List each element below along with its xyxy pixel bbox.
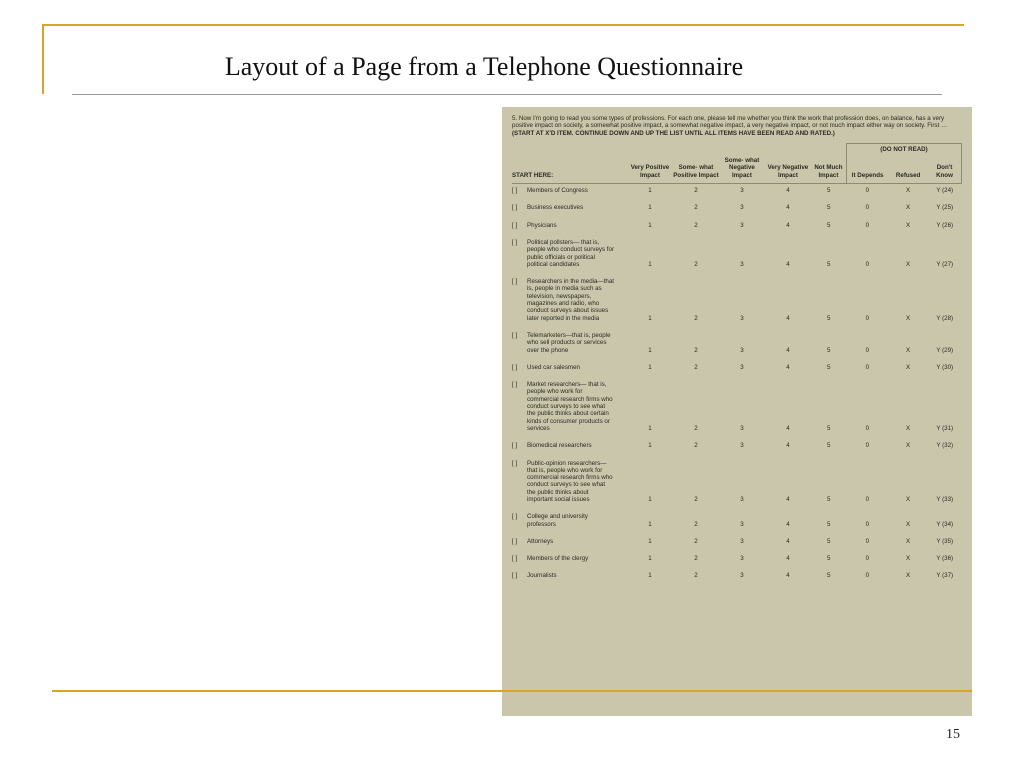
table-row bbox=[512, 378, 962, 439]
response-code: 1 bbox=[648, 346, 652, 354]
response-code: 1 bbox=[648, 221, 652, 229]
response-code: 0 bbox=[865, 314, 870, 322]
response-code: 5 bbox=[826, 495, 831, 503]
it-depends-header: It Depends bbox=[846, 157, 888, 183]
response-code: 2 bbox=[694, 520, 698, 528]
response-code: 4 bbox=[786, 520, 790, 528]
response-code: X bbox=[906, 555, 911, 563]
response-code: X bbox=[906, 221, 911, 229]
table-row bbox=[512, 361, 962, 378]
response-code: 4 bbox=[786, 572, 790, 580]
response-code: X bbox=[906, 537, 911, 545]
response-code: 1 bbox=[648, 204, 652, 212]
item-label: Members of Congress bbox=[527, 187, 588, 195]
response-code: 4 bbox=[786, 260, 790, 268]
response-code: 4 bbox=[786, 495, 790, 503]
response-code: 1 bbox=[648, 314, 652, 322]
dont-know-code: Y (26) bbox=[936, 221, 954, 229]
response-code: 5 bbox=[826, 346, 831, 354]
response-code: 0 bbox=[865, 572, 870, 580]
table-row bbox=[512, 552, 962, 569]
dont-know-code: Y (36) bbox=[936, 555, 954, 563]
table-row bbox=[512, 329, 962, 361]
response-code: 4 bbox=[786, 424, 790, 432]
response-code: 3 bbox=[740, 572, 744, 580]
response-code: 3 bbox=[740, 555, 744, 563]
response-code: 0 bbox=[865, 187, 870, 195]
question-text bbox=[512, 115, 962, 137]
response-code: 0 bbox=[865, 424, 870, 432]
table-row bbox=[512, 439, 962, 456]
response-code: 3 bbox=[740, 346, 744, 354]
item-label: Journalists bbox=[527, 572, 557, 580]
checkbox-marker: [ ] bbox=[512, 459, 518, 467]
response-code: 0 bbox=[865, 520, 870, 528]
response-code: 3 bbox=[740, 187, 744, 195]
response-code: 2 bbox=[694, 187, 698, 195]
checkbox-marker: [ ] bbox=[512, 331, 518, 339]
dont-know-code: Y (27) bbox=[936, 260, 954, 268]
response-code: 5 bbox=[826, 204, 831, 212]
response-code: X bbox=[906, 495, 911, 503]
table-row bbox=[512, 535, 962, 552]
response-code: 5 bbox=[826, 555, 831, 563]
do-not-read-label: (DO NOT READ) bbox=[846, 143, 961, 157]
response-code: 5 bbox=[826, 260, 831, 268]
dont-know-code: Y (25) bbox=[936, 204, 954, 212]
response-code: 5 bbox=[826, 424, 831, 432]
checkbox-marker: [ ] bbox=[512, 238, 518, 246]
table-row bbox=[512, 457, 962, 511]
item-label: Public-opinion researchers—that is, people who work for commercial research firms who conduct surveys to see what the public thinks about important social issues bbox=[527, 459, 613, 503]
response-code: 1 bbox=[648, 520, 652, 528]
not-much-impact-header: Not Much Impact bbox=[811, 157, 847, 183]
response-code: 1 bbox=[648, 424, 652, 432]
response-code: 0 bbox=[865, 260, 870, 268]
item-label: College and university professors bbox=[527, 513, 588, 528]
item-cell bbox=[512, 184, 627, 202]
somewhat-positive-header: Some- what Positive Impact bbox=[673, 157, 719, 183]
response-code: 5 bbox=[826, 187, 831, 195]
response-code: X bbox=[906, 363, 911, 371]
response-code: X bbox=[906, 572, 911, 580]
response-code: 3 bbox=[740, 537, 744, 545]
dont-know-header: Don't Know bbox=[928, 157, 962, 183]
checkbox-marker: [ ] bbox=[512, 513, 518, 521]
response-code: X bbox=[906, 346, 911, 354]
response-code: 0 bbox=[865, 204, 870, 212]
refused-header: Refused bbox=[888, 157, 928, 183]
response-code: X bbox=[906, 204, 911, 212]
response-code: 5 bbox=[826, 537, 831, 545]
response-code: 1 bbox=[648, 260, 652, 268]
response-code: 4 bbox=[786, 204, 790, 212]
response-code: 2 bbox=[694, 495, 698, 503]
table-row bbox=[512, 184, 962, 202]
response-code: 1 bbox=[648, 555, 652, 563]
checkbox-marker: [ ] bbox=[512, 381, 518, 389]
item-cell bbox=[512, 569, 627, 586]
item-cell bbox=[512, 378, 627, 439]
item-label: Physicians bbox=[527, 221, 557, 229]
response-code: 0 bbox=[865, 346, 870, 354]
response-code: 0 bbox=[865, 221, 870, 229]
item-cell bbox=[512, 275, 627, 329]
response-code: 2 bbox=[694, 363, 698, 371]
response-code: 4 bbox=[786, 346, 790, 354]
dont-know-code: Y (32) bbox=[936, 442, 954, 450]
response-code: 1 bbox=[648, 363, 652, 371]
checkbox-marker: [ ] bbox=[512, 187, 518, 195]
item-label: Members of the clergy bbox=[527, 555, 589, 563]
response-code: 0 bbox=[865, 363, 870, 371]
item-cell bbox=[512, 510, 627, 535]
dont-know-code: Y (29) bbox=[936, 346, 954, 354]
response-code: X bbox=[906, 260, 911, 268]
table-row bbox=[512, 236, 962, 275]
response-code: 3 bbox=[740, 442, 744, 450]
somewhat-negative-header: Some- what Negative Impact bbox=[719, 157, 765, 183]
table-row bbox=[512, 219, 962, 236]
response-code: 5 bbox=[826, 520, 831, 528]
item-label: Market researchers— that is, people who work for commercial research firms who conduct surveys to see what the public thinks about certain kinds of consumer products or services bbox=[527, 381, 613, 432]
response-code: 3 bbox=[740, 314, 744, 322]
response-code: 0 bbox=[865, 495, 870, 503]
checkbox-marker: [ ] bbox=[512, 363, 518, 371]
response-code: 5 bbox=[826, 442, 831, 450]
title-divider bbox=[72, 94, 942, 95]
checkbox-marker: [ ] bbox=[512, 555, 518, 563]
response-code: 0 bbox=[865, 555, 870, 563]
dont-know-code: Y (28) bbox=[936, 314, 954, 322]
response-code: 5 bbox=[826, 221, 831, 229]
response-code: 3 bbox=[740, 260, 744, 268]
response-code: 4 bbox=[786, 555, 790, 563]
item-cell bbox=[512, 219, 627, 236]
item-label: Business executives bbox=[527, 204, 584, 212]
item-label: Biomedical researchers bbox=[527, 442, 592, 450]
response-code: 4 bbox=[786, 537, 790, 545]
response-code: 4 bbox=[786, 314, 790, 322]
response-code: 3 bbox=[740, 204, 744, 212]
item-cell bbox=[512, 329, 627, 361]
response-code: 5 bbox=[826, 363, 831, 371]
response-code: 4 bbox=[786, 442, 790, 450]
response-code: X bbox=[906, 424, 911, 432]
item-label: Telemarketers—that is, people who sell products or services over the phone bbox=[527, 331, 611, 354]
item-cell bbox=[512, 439, 627, 456]
response-code: 3 bbox=[740, 495, 744, 503]
response-code: 3 bbox=[740, 520, 744, 528]
response-code: 1 bbox=[648, 537, 652, 545]
response-code: 2 bbox=[694, 424, 698, 432]
table-row bbox=[512, 275, 962, 329]
response-code: 2 bbox=[694, 537, 698, 545]
response-code: 2 bbox=[694, 204, 698, 212]
response-code: X bbox=[906, 520, 911, 528]
checkbox-marker: [ ] bbox=[512, 572, 518, 580]
response-grid bbox=[512, 143, 962, 587]
checkbox-marker: [ ] bbox=[512, 221, 518, 229]
response-code: 3 bbox=[740, 221, 744, 229]
item-label: Attorneys bbox=[527, 537, 554, 545]
start-here-header: START HERE: bbox=[512, 157, 627, 183]
dont-know-code: Y (24) bbox=[936, 187, 954, 195]
dont-know-code: Y (34) bbox=[936, 520, 954, 528]
dont-know-code: Y (30) bbox=[936, 363, 954, 371]
checkbox-marker: [ ] bbox=[512, 204, 518, 212]
page-number: 15 bbox=[946, 727, 960, 742]
response-code: 2 bbox=[694, 314, 698, 322]
response-code: 2 bbox=[694, 346, 698, 354]
response-code: 2 bbox=[694, 221, 698, 229]
response-code: 1 bbox=[648, 495, 652, 503]
response-code: 3 bbox=[740, 424, 744, 432]
response-code: 1 bbox=[648, 442, 652, 450]
table-row bbox=[512, 510, 962, 535]
top-accent-line bbox=[42, 24, 964, 26]
item-cell bbox=[512, 552, 627, 569]
response-code: 1 bbox=[648, 572, 652, 580]
response-code: 5 bbox=[826, 572, 831, 580]
slide-title: Layout of a Page from a Telephone Questionnaire bbox=[224, 52, 744, 81]
response-code: 0 bbox=[865, 442, 870, 450]
table-row bbox=[512, 569, 962, 586]
item-cell bbox=[512, 361, 627, 378]
questionnaire-page-image bbox=[502, 107, 972, 716]
bottom-accent-line bbox=[52, 690, 972, 692]
response-code: 0 bbox=[865, 537, 870, 545]
table-row bbox=[512, 201, 962, 218]
very-negative-header: Very Negative Impact bbox=[765, 157, 811, 183]
item-cell bbox=[512, 236, 627, 275]
response-grid-body bbox=[512, 184, 962, 587]
response-code: 2 bbox=[694, 572, 698, 580]
response-code: 4 bbox=[786, 363, 790, 371]
question-prompt: 5. Now I'm going to read you some types of professions. For each one, please tell me whether you think the work that profession does, on balance, has a very positive impact on society, a somewhat positive impact, a somewhat negative impact, a very negative impact, or not much impact either way on society. First … bbox=[512, 115, 948, 130]
dont-know-code: Y (37) bbox=[936, 572, 954, 580]
item-label: Political pollsters— that is, people who conduct surveys for public officials or political political candidates bbox=[527, 238, 615, 268]
checkbox-marker: [ ] bbox=[512, 278, 518, 286]
response-code: 4 bbox=[786, 221, 790, 229]
item-cell bbox=[512, 457, 627, 511]
response-code: X bbox=[906, 314, 911, 322]
response-code: 3 bbox=[740, 363, 744, 371]
item-cell bbox=[512, 535, 627, 552]
dont-know-code: Y (31) bbox=[936, 424, 954, 432]
response-code: 1 bbox=[648, 187, 652, 195]
dont-know-code: Y (33) bbox=[936, 495, 954, 503]
item-label: Used car salesmen bbox=[527, 363, 580, 371]
checkbox-marker: [ ] bbox=[512, 442, 518, 450]
response-code: X bbox=[906, 187, 911, 195]
very-positive-header: Very Positive Impact bbox=[627, 157, 673, 183]
response-code: 5 bbox=[826, 314, 831, 322]
question-instruction: (START AT X'D ITEM. CONTINUE DOWN AND UP THE LIST UNTIL ALL ITEMS HAVE BEEN READ AND RATED.) bbox=[512, 129, 835, 137]
response-code: 2 bbox=[694, 442, 698, 450]
item-cell bbox=[512, 201, 627, 218]
response-code: 4 bbox=[786, 187, 790, 195]
response-code: 2 bbox=[694, 555, 698, 563]
checkbox-marker: [ ] bbox=[512, 537, 518, 545]
item-label: Researchers in the media—that is, people in media such as television, newspapers, magazines and radio, who conduct surveys about issues later reported in the media bbox=[527, 278, 615, 322]
response-code: X bbox=[906, 442, 911, 450]
response-code: 2 bbox=[694, 260, 698, 268]
dont-know-code: Y (35) bbox=[936, 537, 954, 545]
